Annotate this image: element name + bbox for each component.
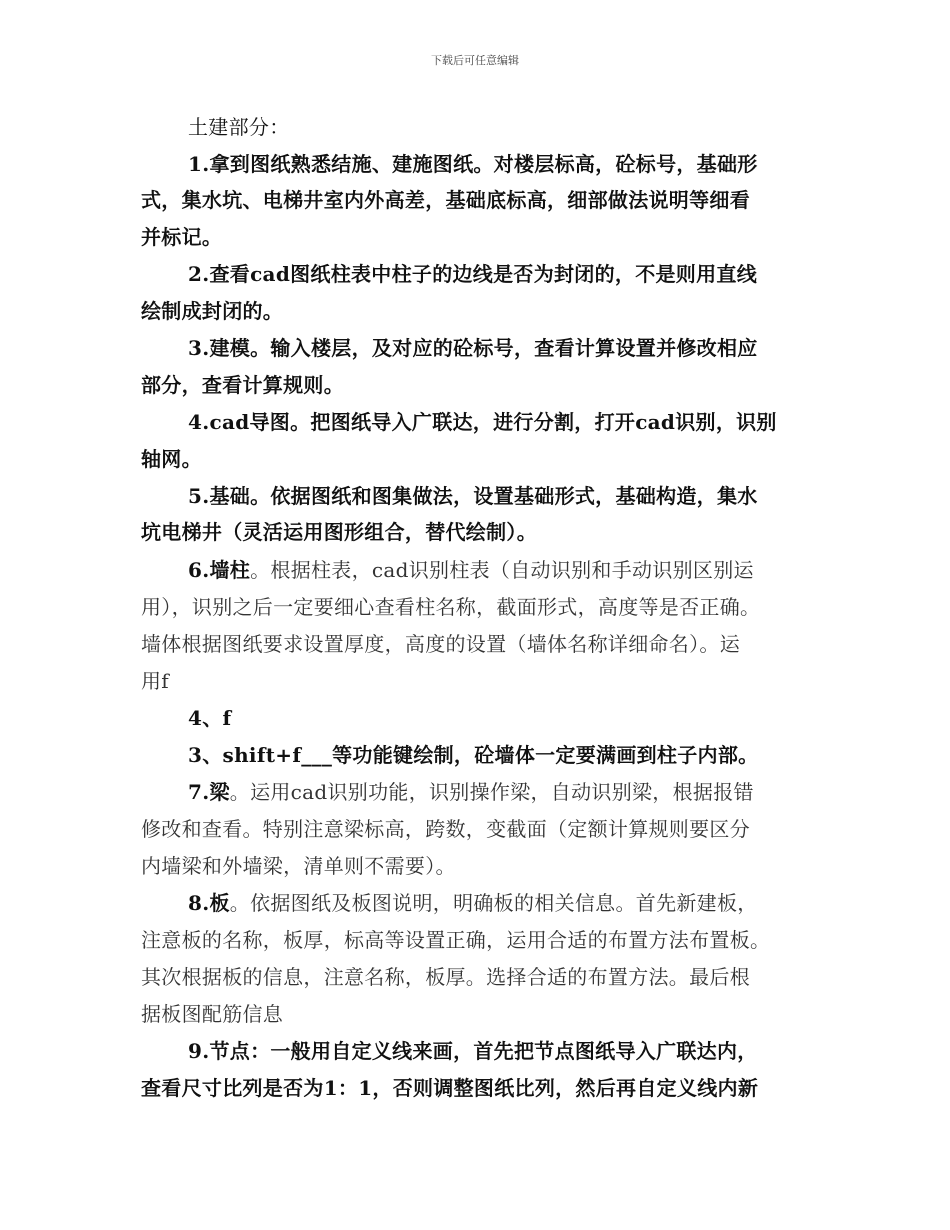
paragraph-line: 其次根据板的信息，注意名称，板厚。选择合适的布置方法。最后根 — [141, 965, 750, 989]
paragraph-line: 4.cad导图。把图纸导入广联达，进行分割，打开cad识别，识别 — [188, 410, 777, 434]
paragraph-text: 。依据图纸及板图说明，明确板的相关信息。首先新建板， — [229, 891, 758, 915]
paragraph-line: 轴网。 — [141, 447, 202, 471]
paragraph-text: 。根据柱表，cad识别柱表（自动识别和手动识别区别运 — [250, 558, 754, 582]
paragraph-text: 。运用cad识别功能，识别操作梁，自动识别梁，根据报错 — [229, 780, 754, 804]
paragraph-line: 部分，查看计算规则。 — [141, 373, 344, 397]
paragraph-line: 据板图配筋信息 — [141, 1002, 284, 1026]
paragraph-line: 查看尺寸比列是否为1：1，否则调整图纸比列，然后再自定义线内新 — [141, 1076, 759, 1100]
paragraph-line: 注意板的名称，板厚，标高等设置正确，运用合适的布置方法布置板。 — [141, 928, 771, 952]
section-heading: 土建部分： — [188, 115, 290, 139]
paragraph-line: 墙体根据图纸要求设置厚度，高度的设置（墙体名称详细命名）。运 — [141, 632, 740, 656]
paragraph-line: 并标记。 — [141, 225, 223, 249]
paragraph-lead: 7.梁 — [188, 780, 230, 804]
page-header: 下载后可任意编辑 — [431, 54, 519, 67]
paragraph-line: 用f — [141, 669, 170, 693]
paragraph-line: 修改和查看。特别注意梁标高，跨数，变截面（定额计算规则要区分 — [141, 817, 750, 841]
paragraph-line — [188, 780, 754, 804]
paragraph-lead: 6.墙柱 — [188, 558, 251, 582]
paragraph-line: 1.拿到图纸熟悉结施、建施图纸。对楼层标高，砼标号，基础形 — [188, 152, 758, 176]
paragraph-line: 内墙梁和外墙梁，清单则不需要）。 — [141, 854, 456, 878]
paragraph-line: 4、f — [188, 706, 232, 730]
paragraph-line — [188, 891, 758, 915]
paragraph-line: 3.建模。输入楼层，及对应的砼标号，查看计算设置并修改相应 — [188, 336, 758, 360]
paragraph-lead: 8.板 — [188, 891, 230, 915]
paragraph-line: 绘制成封闭的。 — [141, 299, 284, 323]
paragraph-line: 式，集水坑、电梯井室内外高差，基础底标高，细部做法说明等细看 — [141, 188, 750, 212]
paragraph-line — [188, 558, 754, 582]
paragraph-line: 9.节点：一般用自定义线来画，首先把节点图纸导入广联达内， — [188, 1039, 758, 1063]
paragraph-line: 5.基础。依据图纸和图集做法，设置基础形式，基础构造，集水 — [188, 484, 758, 508]
paragraph-line: 用），识别之后一定要细心查看柱名称，截面形式，高度等是否正确。 — [141, 595, 761, 619]
paragraph-line: 坑电梯井（灵活运用图形组合，替代绘制）。 — [141, 520, 537, 544]
paragraph-line: 2.查看cad图纸柱表中柱子的边线是否为封闭的，不是则用直线 — [188, 262, 757, 286]
paragraph-line: 3、shift+f___等功能键绘制，砼墙体一定要满画到柱子内部。 — [188, 743, 759, 767]
